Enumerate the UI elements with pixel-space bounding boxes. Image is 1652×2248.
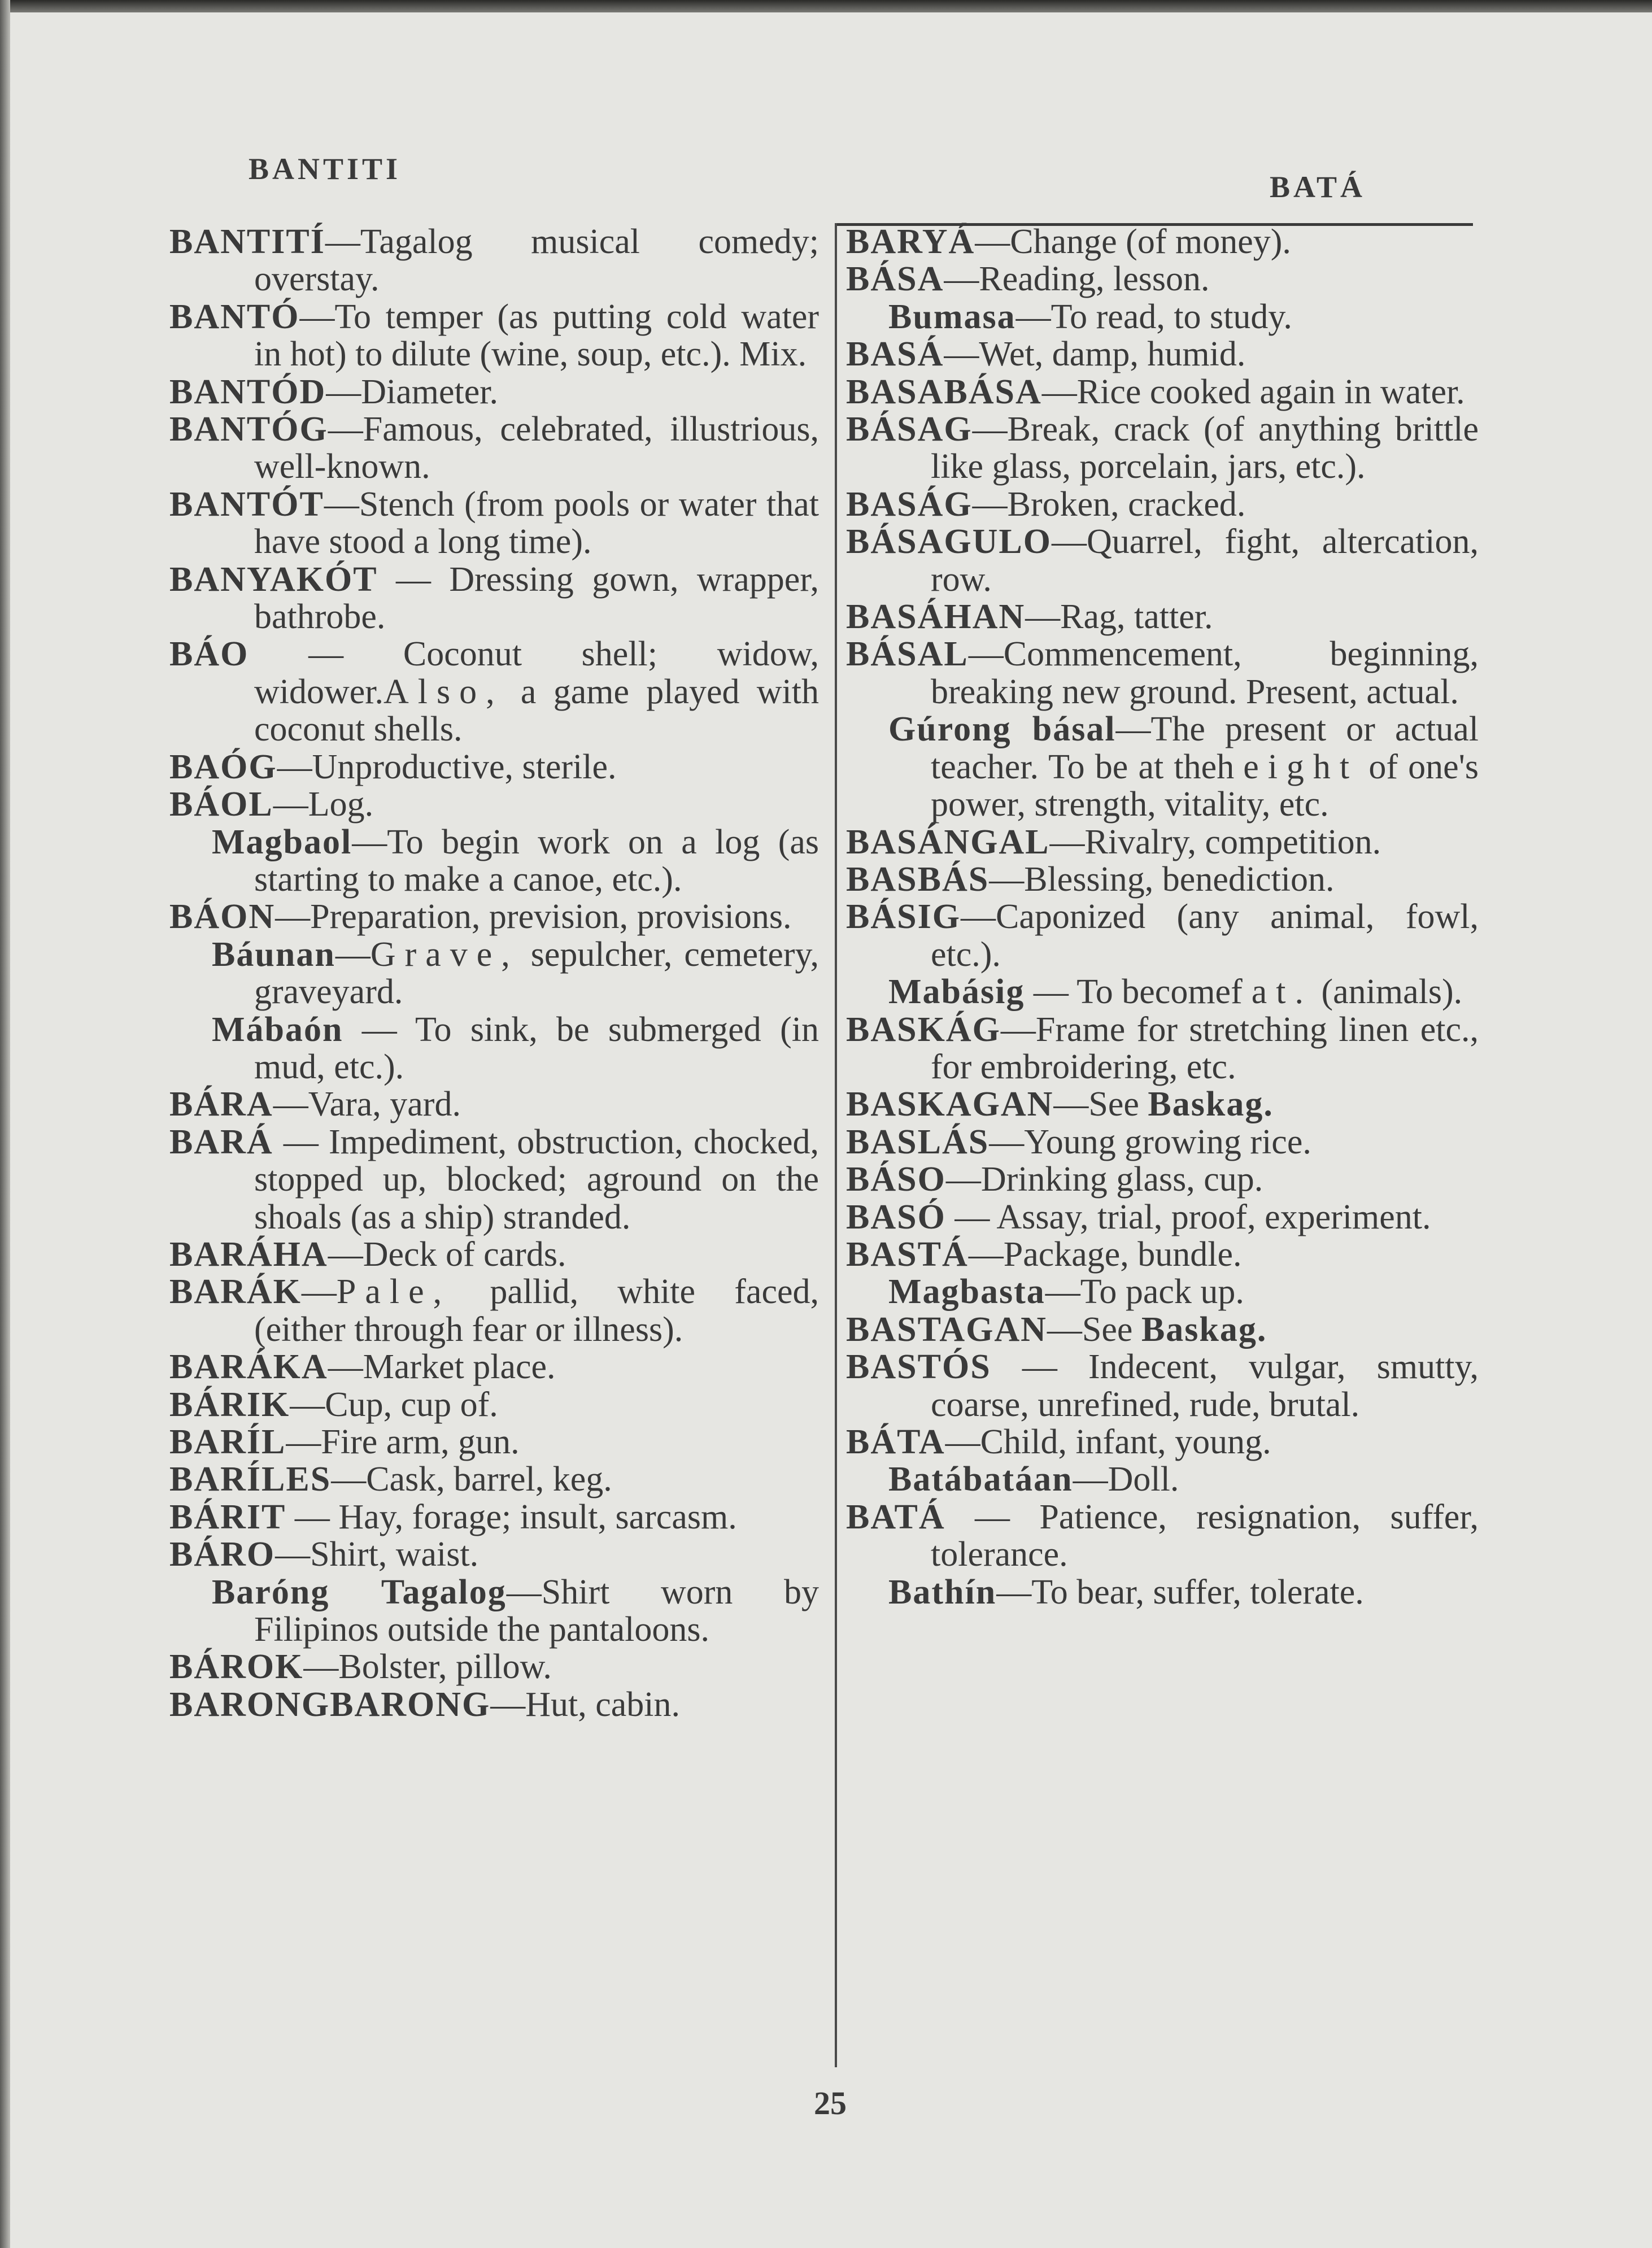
entry-definition: —To bear, suffer, tolerate. xyxy=(996,1572,1364,1611)
dictionary-entry xyxy=(169,1686,819,1723)
entry-definition: — Patience, resignation, suffer, tolerance. xyxy=(931,1497,1479,1574)
entry-definition: — Hay, forage; insult, sarcasm. xyxy=(286,1497,737,1536)
entry-headword: BASKÁG xyxy=(846,1010,1001,1049)
entry-headword: BASÓ xyxy=(846,1197,946,1236)
entry-definition: —Log. xyxy=(273,785,374,824)
entry-headword: BARÁKA xyxy=(169,1348,328,1387)
dictionary-entry xyxy=(846,1348,1479,1423)
entry-headword: BÁON xyxy=(169,898,276,936)
dictionary-entry xyxy=(846,1123,1479,1161)
entry-definition: — Assay, trial, proof, experiment. xyxy=(945,1197,1431,1236)
dictionary-entry xyxy=(846,635,1479,711)
entry-headword: BÁOL xyxy=(169,785,273,824)
entry-definition: — To become xyxy=(1025,973,1231,1012)
dictionary-entry xyxy=(846,223,1479,260)
entry-headword: BÁRA xyxy=(169,1085,273,1124)
page-top-edge xyxy=(0,0,1652,12)
entry-definition: — Coconut shell; widow, widower. xyxy=(249,635,819,711)
dictionary-entry xyxy=(846,598,1479,635)
entry-headword: BANYAKÓT xyxy=(169,560,378,599)
entry-definition-cont: (animals). xyxy=(1312,973,1463,1012)
dictionary-entry xyxy=(846,523,1479,598)
entry-headword: BARÁ xyxy=(169,1122,273,1161)
page-number: 25 xyxy=(814,2085,847,2121)
dictionary-entry xyxy=(169,1086,819,1123)
entry-definition: —Blessing, benediction. xyxy=(989,860,1335,899)
entry-headword: BASÁG xyxy=(846,485,973,524)
dictionary-entry xyxy=(169,1273,819,1348)
page-left-edge xyxy=(0,0,10,2248)
dictionary-entry xyxy=(169,1123,819,1236)
entry-definition: —Unproductive, sterile. xyxy=(277,747,617,786)
entry-cross-reference: Baskag. xyxy=(1148,1085,1274,1124)
entry-definition: —The present or actual teacher. To be at the xyxy=(931,710,1479,786)
entry-definition-cont: sepulcher, cemetery, graveyard. xyxy=(254,935,819,1012)
entry-definition: —Fire arm, gun. xyxy=(286,1423,520,1461)
running-head-left: BANTITI xyxy=(249,152,402,186)
entry-headword: Magbaol xyxy=(212,822,352,861)
dictionary-entry xyxy=(846,373,1479,411)
entry-definition: — xyxy=(335,935,370,974)
entry-definition: —Shirt worn by Filipinos outside the pantaloons. xyxy=(254,1572,819,1649)
entry-headword: BARONGBARONG xyxy=(169,1685,491,1724)
dictionary-subentry xyxy=(846,1273,1479,1310)
dictionary-entry xyxy=(169,1236,819,1273)
entry-headword: BÁSAL xyxy=(846,635,969,674)
entry-definition: —Cup, cup of. xyxy=(290,1385,498,1424)
entry-definition: —Stench (from pools or water that have stood a long time). xyxy=(254,485,819,561)
entry-definition-cont: a game played with coconut shells. xyxy=(254,672,819,749)
entry-spaced-text: Also, xyxy=(383,672,504,711)
column-divider xyxy=(835,223,837,2067)
dictionary-entry xyxy=(169,1423,819,1461)
entry-headword: BASTÓS xyxy=(846,1348,991,1387)
entry-definition: — To sink, be submerged (in mud, etc.). xyxy=(254,1010,819,1086)
dictionary-subentry xyxy=(846,1574,1479,1611)
entry-headword: BARÁHA xyxy=(169,1235,328,1274)
entry-definition: —Tagalog musical comedy; overstay. xyxy=(254,223,819,299)
dictionary-entry xyxy=(169,1386,819,1423)
dictionary-entry xyxy=(169,1461,819,1498)
dictionary-entry xyxy=(169,298,819,373)
entry-definition: —Package, bundle. xyxy=(968,1235,1242,1274)
entry-headword: BARÍLES xyxy=(169,1460,332,1499)
entry-spaced-text: height xyxy=(1217,747,1359,786)
entry-definition: —Broken, cracked. xyxy=(972,485,1246,524)
entry-headword: BATÁ xyxy=(846,1497,945,1536)
dictionary-entry xyxy=(846,1311,1479,1348)
entry-headword: BARYÁ xyxy=(846,223,975,261)
entry-headword: BÁSIG xyxy=(846,898,961,936)
entry-headword: BASTAGAN xyxy=(846,1310,1047,1349)
dictionary-entry xyxy=(169,411,819,486)
running-head-right: BATÁ xyxy=(1270,170,1366,204)
dictionary-entry xyxy=(846,260,1479,298)
entry-headword: BASÁ xyxy=(846,335,944,374)
entry-definition: —See xyxy=(1053,1085,1148,1124)
entry-definition: —Change (of money). xyxy=(975,223,1291,261)
entry-headword: BANTÓD xyxy=(169,372,326,411)
entry-definition: —Caponized (any animal, fowl, etc.). xyxy=(931,898,1479,974)
entry-headword: Magbasta xyxy=(888,1273,1045,1312)
entry-definition: —See xyxy=(1047,1310,1141,1349)
entry-definition: —Diameter. xyxy=(326,372,498,411)
dictionary-entry xyxy=(169,223,819,298)
entry-definition: —Preparation, prevision, provisions. xyxy=(275,898,792,936)
entry-headword: BASBÁS xyxy=(846,860,990,899)
entry-definition: —Child, infant, young. xyxy=(945,1423,1271,1461)
entry-definition: —Break, crack (of anything brittle like glass, porcelain, jars, etc.). xyxy=(931,410,1479,486)
dictionary-entry xyxy=(846,861,1479,898)
entry-headword: BASTÁ xyxy=(846,1235,969,1274)
dictionary-entry xyxy=(846,1236,1479,1273)
entry-headword: BANTÓT xyxy=(169,485,324,524)
dictionary-entry xyxy=(169,635,819,748)
entry-headword: Gúrong básal xyxy=(888,710,1116,749)
dictionary-subentry xyxy=(169,1574,819,1649)
entry-headword: BÁRIT xyxy=(169,1497,286,1536)
entry-headword: BARÍL xyxy=(169,1423,286,1461)
entry-headword: BÁRO xyxy=(169,1535,276,1574)
entry-headword: BÁRIK xyxy=(169,1385,290,1424)
entry-headword: BANTITÍ xyxy=(169,223,325,261)
entry-definition-cont: of one's power, strength, vitality, etc. xyxy=(931,747,1479,824)
entry-headword: BARÁK xyxy=(169,1273,302,1312)
dictionary-entry xyxy=(846,824,1479,861)
entry-definition: —Wet, damp, humid. xyxy=(944,335,1246,374)
entry-definition: —Cask, barrel, keg. xyxy=(331,1460,612,1499)
entry-definition: —Rag, tatter. xyxy=(1025,598,1213,637)
entry-headword: BANTÓG xyxy=(169,410,328,449)
entry-definition: — Impediment, obstruction, chocked, stopped up, blocked; aground on the shoals (as a ship) stranded. xyxy=(254,1122,819,1236)
dictionary-entry xyxy=(846,1161,1479,1198)
dictionary-entry xyxy=(169,898,819,935)
entry-definition: —Rice cooked again in water. xyxy=(1041,372,1465,411)
entry-headword: Baróng Tagalog xyxy=(212,1572,507,1611)
dictionary-entry xyxy=(169,486,819,561)
dictionary-subentry xyxy=(169,1011,819,1086)
dictionary-entry xyxy=(846,336,1479,373)
entry-headword: BAÓG xyxy=(169,747,277,786)
entry-spaced-text: Grave, xyxy=(370,935,519,974)
entry-definition: —Young growing rice. xyxy=(989,1122,1311,1161)
dictionary-entry xyxy=(169,786,819,823)
entry-cross-reference: Baskag. xyxy=(1141,1310,1267,1349)
entry-headword: Bumasa xyxy=(888,297,1016,336)
dictionary-entry xyxy=(846,1423,1479,1461)
entry-headword: Báunan xyxy=(212,935,335,974)
dictionary-entry xyxy=(169,1536,819,1573)
entry-headword: Mabásig xyxy=(888,973,1025,1012)
dictionary-entry xyxy=(846,1011,1479,1086)
entry-definition: —Hut, cabin. xyxy=(490,1685,681,1724)
entry-headword: BASABÁSA xyxy=(846,372,1042,411)
entry-headword: Mábaón xyxy=(212,1010,343,1049)
entry-definition: —Quarrel, fight, altercation, row. xyxy=(931,522,1479,599)
entry-definition: —To read, to study. xyxy=(1015,297,1292,336)
entry-headword: BÁROK xyxy=(169,1648,304,1687)
entry-headword: BANTÓ xyxy=(169,297,300,336)
entry-definition: —Market place. xyxy=(328,1348,556,1387)
entry-headword: Batábatáan xyxy=(888,1460,1073,1499)
entry-headword: BÁSAG xyxy=(846,410,973,449)
entry-definition-cont: pallid, white faced, (either through fear or illness). xyxy=(254,1273,819,1349)
entry-definition: —To pack up. xyxy=(1045,1273,1244,1312)
entry-headword: BÁSA xyxy=(846,260,944,299)
dictionary-entry xyxy=(169,373,819,411)
entry-definition: —Famous, celebrated, illustrious, well-known. xyxy=(254,410,819,486)
entry-definition: —Vara, yard. xyxy=(273,1085,461,1124)
entry-spaced-text: fat. xyxy=(1231,973,1313,1012)
dictionary-subentry xyxy=(846,1461,1479,1498)
right-column xyxy=(846,223,1479,1611)
entry-definition: —Bolster, pillow. xyxy=(303,1648,552,1687)
entry-headword: BASKAGAN xyxy=(846,1085,1054,1124)
dictionary-entry xyxy=(169,1348,819,1386)
dictionary-entry xyxy=(169,561,819,636)
dictionary-subentry xyxy=(169,824,819,899)
entry-definition: —Reading, lesson. xyxy=(944,260,1210,299)
entry-definition: —Deck of cards. xyxy=(328,1235,566,1274)
entry-definition: —To begin work on a log (as starting to make a canoe, etc.). xyxy=(254,822,819,899)
entry-definition: —Rivalry, competition. xyxy=(1049,822,1381,861)
dictionary-subentry xyxy=(846,298,1479,336)
dictionary-entry xyxy=(846,1086,1479,1123)
entry-headword: BÁSO xyxy=(846,1160,946,1199)
dictionary-entry xyxy=(169,1648,819,1685)
entry-definition: —Shirt, waist. xyxy=(275,1535,479,1574)
entry-headword: BASÁNGAL xyxy=(846,822,1050,861)
left-column xyxy=(169,223,819,1723)
entry-definition: — Dressing gown, wrapper, bathrobe. xyxy=(254,560,819,637)
entry-headword: Bathín xyxy=(888,1572,997,1611)
entry-headword: BASÁHAN xyxy=(846,598,1026,637)
dictionary-entry xyxy=(846,1498,1479,1574)
entry-definition: —Commencement, beginning, breaking new ground. Present, actual. xyxy=(931,635,1479,711)
entry-definition: —Drinking glass, cup. xyxy=(945,1160,1263,1199)
dictionary-entry xyxy=(169,748,819,786)
entry-headword: BASLÁS xyxy=(846,1122,990,1161)
entry-definition: — xyxy=(301,1273,337,1312)
dictionary-subentry xyxy=(846,711,1479,823)
entry-definition: —To temper (as putting cold water in hot) to dilute (wine, soup, etc.). Mix. xyxy=(254,297,819,374)
entry-definition: — Indecent, vulgar, smutty, coarse, unrefined, rude, brutal. xyxy=(931,1348,1479,1424)
entry-headword: BÁTA xyxy=(846,1423,945,1461)
dictionary-entry xyxy=(846,411,1479,486)
dictionary-subentry xyxy=(169,936,819,1011)
entry-spaced-text: Pale, xyxy=(336,1273,451,1312)
entry-definition: —Doll. xyxy=(1073,1460,1179,1499)
entry-headword: BÁSAGULO xyxy=(846,522,1052,561)
dictionary-entry xyxy=(846,486,1479,523)
entry-definition: —Frame for stretching linen etc., for embroidering, etc. xyxy=(931,1010,1479,1086)
entry-headword: BÁO xyxy=(169,635,249,674)
dictionary-entry xyxy=(169,1498,819,1536)
dictionary-subentry xyxy=(846,973,1479,1010)
dictionary-entry xyxy=(846,1199,1479,1236)
dictionary-entry xyxy=(846,898,1479,973)
